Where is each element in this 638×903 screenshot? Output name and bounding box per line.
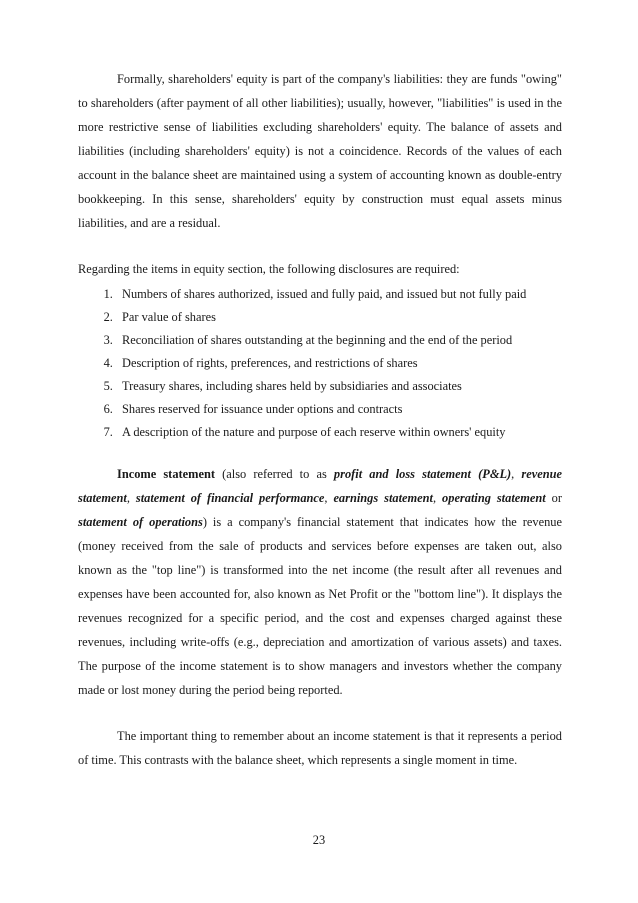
paragraph-income-statement: Income statement (also referred to as profit and loss statement (P&L), revenue statement, statement of financial performance, earnings statement, operating statement or statement of operations) is a company's financial statement that indicates how the revenue (money received from the sale of products and services before expenses are taken out, also known as the "top line") is transformed into the net income (the result after all revenues and expenses have been accounted for, also known as Net Profit or the "bottom line"). It displays the revenues recognized for a specific period, and the cost and expenses charged against these revenues, including write-offs (e.g., depreciation and amortization of various assets) and taxes. The purpose of the income statement is to show managers and investors whether the company made or lost money during the period being reported. [78, 467, 562, 697]
list-item: 1. Numbers of shares authorized, issued and fully paid, and issued but not fully paid [116, 283, 562, 306]
page-number: 23 [312, 833, 326, 847]
page-content [78, 67, 562, 772]
disclosures-list [78, 283, 562, 444]
list-item: 5. Treasury shares, including shares held by subsidiaries and associates [116, 375, 562, 398]
list-item: 7. A description of the nature and purpose of each reserve within owners' equity [116, 421, 562, 444]
term-income-statement: Income statement [117, 467, 215, 481]
alt-name: statement of financial performance [135, 491, 325, 505]
alt-name: earnings statement [333, 491, 434, 505]
alt-name: statement of operations [78, 515, 203, 529]
alt-name: profit and loss statement (P&L) [333, 467, 512, 481]
paragraph-period-of-time: The important thing to remember about an income statement is that it represents a period of time. This contrasts with the balance sheet, which represents a single moment in time. [78, 729, 562, 767]
alt-name: revenue statement [78, 467, 562, 505]
alt-name: operating statement [442, 491, 546, 505]
list-item: 2. Par value of shares [116, 306, 562, 329]
list-item: 4. Description of rights, preferences, and restrictions of shares [116, 352, 562, 375]
paragraph-shareholders-equity: Formally, shareholders' equity is part of the company's liabilities: they are funds "owing" to shareholders (after payment of all other liabilities); usually, however, "liabilities" is used in the more restrictive sense of liabilities excluding shareholders' equity. The balance of assets and liabilities (including shareholders' equity) is not a coincidence. Records of the values of each account in the balance sheet are maintained using a system of accounting known as double-entry bookkeeping. In this sense, shareholders' equity by construction must equal assets minus liabilities, and are a residual. [78, 72, 562, 230]
disclosures-intro: Regarding the items in equity section, the following disclosures are required: [78, 262, 460, 276]
list-item: 3. Reconciliation of shares outstanding at the beginning and the end of the period [116, 329, 562, 352]
list-item: 6. Shares reserved for issuance under options and contracts [116, 398, 562, 421]
